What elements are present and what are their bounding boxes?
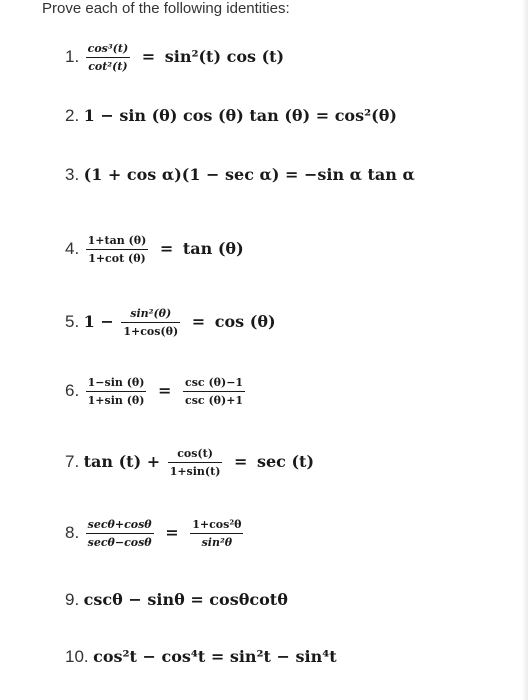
item-number: 2. [65,106,80,125]
page-title: Prove each of the following identities: [42,0,290,17]
identity-1: 1. $\frac{\text{cos³(t)}}{\text{cot²(t)}}$ = sin²(t) cos (t) [65,42,285,73]
lhs-fraction: $\frac{1+\tan (\theta)}{1+\cot (\theta)}$ [87,234,147,265]
lhs-fraction: $\frac{\sec\theta+\cos\theta}{\sec\theta-\cos\theta}$ [87,518,152,549]
identity-9 [65,590,288,610]
identity-5: 5. 1 − $\frac{\text{sin²(θ)}}{1+\cos(\theta)}$ = cos (θ) [65,307,276,338]
lhs-fraction: $\frac{1-\sin (\theta)}{1+\sin (\theta)}$ [87,376,145,407]
item-number: 1. [65,47,80,66]
rhs-fraction: $\frac{\text{1+cos²θ}}{\text{sin²θ}}$ [192,518,242,549]
item-number: 9. [65,590,80,609]
lhs-fraction: $\frac{\text{cos³(t)}}{\text{cot²(t)}}$ [87,42,129,73]
identity-8: 8. $\frac{\sec\theta+\cos\theta}{\sec\theta-\cos\theta}$ = $\frac{\text{1+cos²θ}}{\text{sin²θ}}$ [65,518,242,549]
identity-10 [65,647,337,667]
rhs: sin²(t) cos (t) [164,47,285,66]
item-number: 10. [65,647,89,666]
lead-term: tan (t) + [83,452,161,471]
item-number: 8. [65,523,80,542]
identity-4: 4. $\frac{1+\tan (\theta)}{1+\cot (\theta)}$ = tan (θ) [65,234,244,265]
rhs: sec (t) [256,452,315,471]
item-number: 3. [65,165,80,184]
identity-2 [65,106,397,126]
lead-term: 1 − [83,312,114,331]
expression: 1 − sin (θ) cos (θ) tan (θ) = cos²(θ) [83,106,397,125]
expression: cscθ − sinθ = cosθcotθ [83,590,288,609]
item-number: 6. [65,381,80,400]
identity-6: 6. $\frac{1-\sin (\theta)}{1+\sin (\theta)}$ = $\frac{\csc (\theta)-1}{\csc (\theta)+1}$ [65,376,244,407]
lhs-fraction: $\frac{\cos(t)}{1+\sin(t)}$ [169,447,221,478]
item-number: 4. [65,239,80,258]
rhs-fraction: $\frac{\csc (\theta)-1}{\csc (\theta)+1}$ [185,376,244,407]
page-edge-shadow [522,0,528,700]
item-number: 7. [65,452,80,471]
expression: cos²t − cos⁴t = sin²t − sin⁴t [93,647,337,666]
item-number: 5. [65,312,80,331]
identity-7: 7. tan (t) + $\frac{\cos(t)}{1+\sin(t)}$ = sec (t) [65,447,315,478]
rhs: tan (θ) [182,239,244,258]
rhs: cos (θ) [214,312,276,331]
expression: (1 + cos α)(1 − sec α) = −sin α tan α [83,165,415,184]
identity-3 [65,165,415,185]
lhs-fraction: $\frac{\text{sin²(θ)}}{1+\cos(\theta)}$ [123,307,179,338]
